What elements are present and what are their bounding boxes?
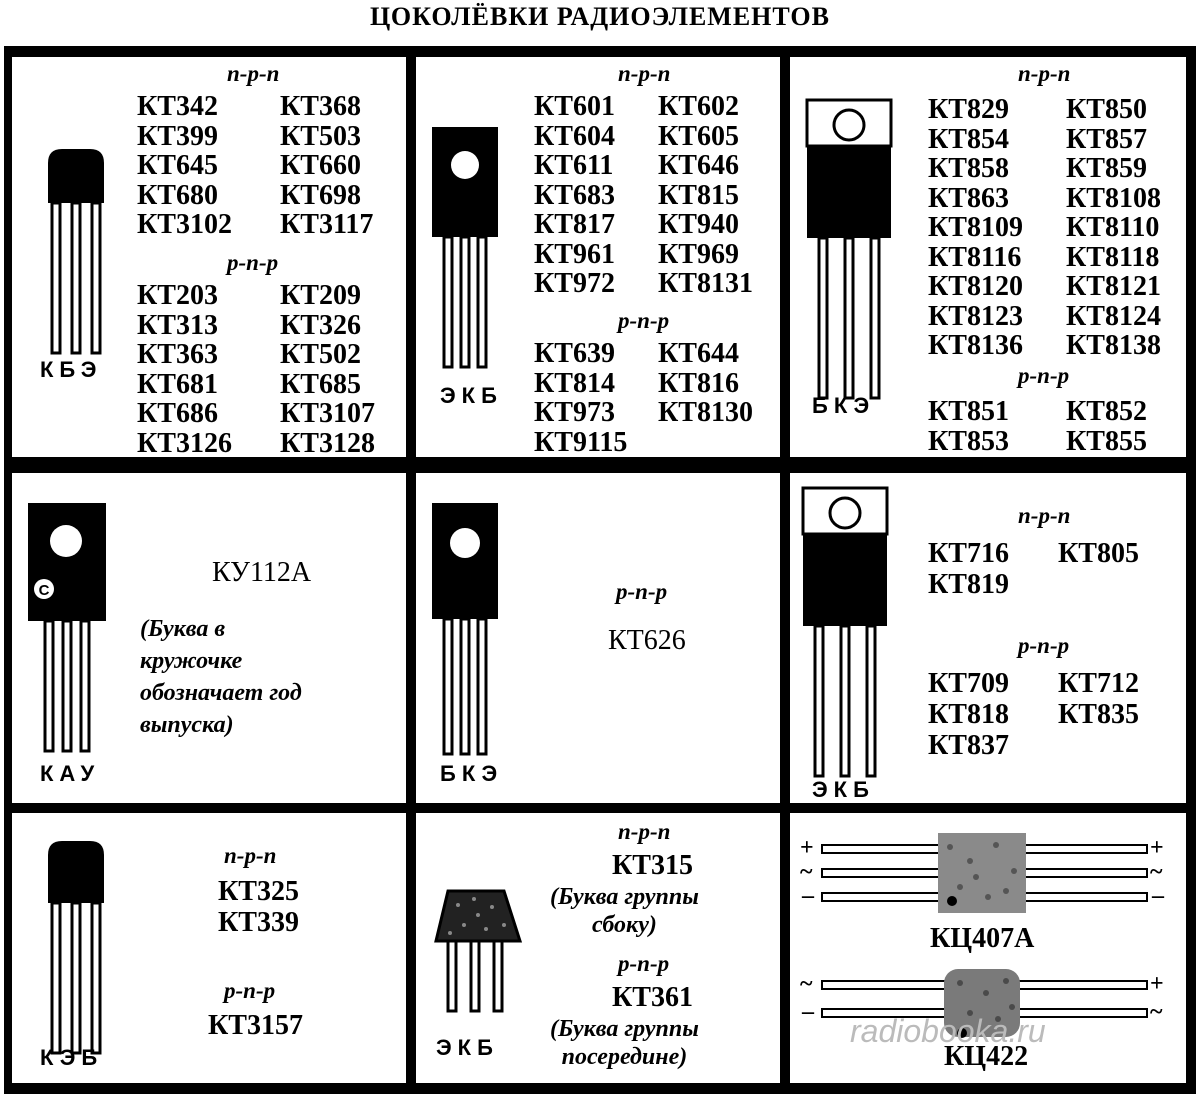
part-number: КТ853 bbox=[928, 425, 1009, 457]
part-number: КТ8131 bbox=[658, 268, 753, 299]
note-line: обозначает год bbox=[140, 680, 302, 706]
part-number: КТ611 bbox=[534, 150, 614, 181]
to126-transistor-icon bbox=[430, 501, 510, 761]
pin-labels: КАУ bbox=[40, 761, 101, 786]
part-number: КТ399 bbox=[137, 120, 218, 152]
part-number: КТ8136 bbox=[928, 330, 1023, 361]
pnp-heading: p-n-p bbox=[1018, 633, 1070, 658]
pnp-heading: p-n-p bbox=[224, 978, 276, 1003]
pnp-list-1 bbox=[928, 397, 1009, 456]
watermark: radiobooka.ru bbox=[850, 1013, 1046, 1049]
npn-list-1 bbox=[137, 92, 232, 240]
bridge-sign: ~ bbox=[1150, 859, 1163, 885]
part-number: КТ686 bbox=[137, 398, 218, 429]
part-number: КТ3126 bbox=[137, 427, 232, 457]
part-number: КТ660 bbox=[280, 150, 361, 181]
part-number: КУ112А bbox=[212, 557, 312, 588]
part-number: КТ626 bbox=[608, 625, 686, 656]
cell-to92-kbe bbox=[12, 57, 406, 457]
part-number: КТ683 bbox=[534, 179, 615, 211]
pinout-table bbox=[4, 46, 1196, 1094]
npn-list-2 bbox=[658, 92, 753, 299]
cell-to126-ekb bbox=[416, 57, 780, 457]
part-number: КТ605 bbox=[658, 120, 739, 152]
part-number: КТ852 bbox=[1066, 396, 1147, 427]
bridge-sign: – bbox=[802, 999, 814, 1025]
bridge-kc407a-icon bbox=[800, 827, 1180, 927]
part-number: КТ681 bbox=[137, 368, 218, 400]
part-number: КТ685 bbox=[280, 368, 361, 400]
note-line: выпуска) bbox=[140, 712, 234, 738]
part-number: КТ502 bbox=[280, 339, 361, 370]
part-number: КТ819 bbox=[928, 569, 1009, 600]
part-number: КТ8130 bbox=[658, 397, 753, 428]
part-number: КТ645 bbox=[137, 150, 218, 181]
part-number: КТ8138 bbox=[1066, 330, 1161, 361]
part-number: КТ203 bbox=[137, 280, 218, 311]
pnp-list-2 bbox=[1066, 397, 1147, 456]
bridge-sign: ~ bbox=[800, 859, 813, 885]
part-number: КТ8118 bbox=[1066, 241, 1160, 273]
pnp-heading: p-n-p bbox=[1018, 363, 1070, 388]
part-number: КТ814 bbox=[534, 367, 615, 399]
npn-list-1 bbox=[928, 95, 1023, 361]
part-number: КТ969 bbox=[658, 238, 739, 270]
part-number: КТ342 bbox=[137, 91, 218, 122]
part-number: КТ712 bbox=[1058, 668, 1139, 699]
part-number: КТ8120 bbox=[928, 271, 1023, 302]
to220-transistor-icon bbox=[804, 97, 904, 407]
part-number: КТ9115 bbox=[534, 426, 628, 457]
to220-transistor-icon bbox=[800, 485, 900, 785]
part-number: КТ8124 bbox=[1066, 300, 1161, 332]
cell-thyristor-kau bbox=[12, 473, 406, 803]
part-number: КТ805 bbox=[1058, 538, 1139, 569]
part-number: КТ8121 bbox=[1066, 271, 1161, 302]
part-number: КТ829 bbox=[928, 94, 1009, 125]
part-number: КТ339 bbox=[218, 907, 299, 938]
part-number: КТ698 bbox=[280, 179, 361, 211]
part-number: КТ855 bbox=[1066, 425, 1147, 457]
pnp-list-1 bbox=[137, 281, 232, 457]
bridge-sign: + bbox=[800, 835, 814, 861]
part-number: КТ3117 bbox=[280, 209, 374, 240]
pin-labels: ЭКБ bbox=[436, 1035, 499, 1060]
part-number: КТ818 bbox=[928, 699, 1009, 730]
part-number: КТ716 bbox=[928, 538, 1009, 569]
part-number: КТ709 bbox=[928, 668, 1009, 699]
npn-heading: n-p-n bbox=[224, 843, 277, 868]
bridge-sign: + bbox=[1150, 971, 1164, 997]
part-number: КТ361 bbox=[612, 982, 693, 1013]
part-number: КТ644 bbox=[658, 338, 739, 369]
part-number: КТ601 bbox=[534, 91, 615, 122]
npn-heading: n-p-n bbox=[1018, 61, 1071, 86]
cell-to220-bke bbox=[790, 57, 1186, 457]
part-number: КТ858 bbox=[928, 153, 1009, 184]
part-number: КТ8123 bbox=[928, 300, 1023, 332]
part-number: КТ3157 bbox=[208, 1010, 303, 1041]
part-number: КТ8109 bbox=[928, 212, 1023, 243]
bridge-sign: ~ bbox=[1150, 999, 1163, 1025]
bridge-sign: – bbox=[1152, 883, 1164, 909]
part-number: КТ817 bbox=[534, 209, 615, 240]
part-number: КТ815 bbox=[658, 179, 739, 211]
part-number: КТ3107 bbox=[280, 398, 375, 429]
pin-labels: БКЭ bbox=[440, 761, 504, 786]
pin-labels: БКЭ bbox=[812, 393, 876, 418]
kt13-transistor-icon bbox=[434, 885, 534, 1035]
cell-to220-ekb bbox=[790, 473, 1186, 803]
pnp-heading: p-n-p bbox=[227, 250, 279, 275]
part-number: КТ837 bbox=[928, 730, 1009, 761]
pin-labels: КЭБ bbox=[40, 1045, 104, 1070]
to92-transistor-icon bbox=[38, 147, 118, 367]
part-number: КТ604 bbox=[534, 120, 615, 152]
cell-diode-bridges bbox=[790, 813, 1186, 1083]
part-number: КТ8116 bbox=[928, 241, 1022, 273]
pnp-heading: p-n-p bbox=[618, 308, 670, 333]
pnp-note bbox=[550, 1015, 699, 1071]
note-line: кружочке bbox=[140, 648, 243, 674]
pin-labels: КБЭ bbox=[40, 357, 103, 382]
part-number: КТ503 bbox=[280, 120, 361, 152]
part-number: КТ315 bbox=[612, 850, 693, 881]
part-number: КТ3102 bbox=[137, 209, 232, 240]
to92-transistor-icon bbox=[38, 839, 118, 1059]
npn-list-2 bbox=[280, 92, 373, 240]
npn-heading: n-p-n bbox=[618, 61, 671, 86]
part-number: КТ972 bbox=[534, 268, 615, 299]
bridge-sign: ~ bbox=[800, 971, 813, 997]
bridge-name: КЦ422 bbox=[944, 1041, 1029, 1072]
part-number: КТ313 bbox=[137, 309, 218, 341]
thyristor-icon bbox=[26, 501, 126, 766]
part-number: КТ646 bbox=[658, 150, 739, 181]
part-number: КТ863 bbox=[928, 182, 1009, 214]
part-number: КТ940 bbox=[658, 209, 739, 240]
cell-to126-bke bbox=[416, 473, 780, 803]
pnp-list-2 bbox=[280, 281, 375, 457]
npn-heading: n-p-n bbox=[1018, 503, 1071, 528]
bridge-sign: – bbox=[802, 883, 814, 909]
part-number: КТ850 bbox=[1066, 94, 1147, 125]
npn-note bbox=[550, 883, 699, 939]
part-number: КТ325 bbox=[218, 876, 299, 907]
part-number: КТ3128 bbox=[280, 427, 375, 457]
part-number: КТ859 bbox=[1066, 153, 1147, 184]
part-number: КТ8108 bbox=[1066, 182, 1161, 214]
pin-labels: ЭКБ bbox=[812, 777, 875, 802]
pnp-list-1 bbox=[534, 339, 627, 457]
part-number: КТ209 bbox=[280, 280, 361, 311]
pnp-heading: p-n-p bbox=[618, 951, 670, 976]
pnp-list-2 bbox=[658, 339, 753, 428]
pnp-heading: p-n-p bbox=[616, 579, 668, 604]
year-badge-letter: С bbox=[38, 582, 50, 599]
to126-transistor-icon bbox=[430, 125, 510, 385]
npn-list-1 bbox=[534, 92, 615, 299]
year-note bbox=[140, 613, 302, 741]
part-number: КТ857 bbox=[1066, 123, 1147, 155]
note-line: посередине) bbox=[561, 1044, 688, 1070]
bridge-sign: + bbox=[1150, 835, 1164, 861]
part-number: КТ816 bbox=[658, 367, 739, 399]
cell-to92-keb bbox=[12, 813, 406, 1083]
note-line: (Буква группы bbox=[550, 884, 699, 910]
cell-kt13-ekb bbox=[416, 813, 780, 1083]
part-number: КТ973 bbox=[534, 397, 615, 428]
bridge-name: КЦ407А bbox=[930, 923, 1035, 954]
note-line: (Буква группы bbox=[550, 1016, 699, 1042]
npn-heading: n-p-n bbox=[618, 819, 671, 844]
npn-heading: n-p-n bbox=[227, 61, 280, 86]
part-number: КТ680 bbox=[137, 179, 218, 211]
part-number: КТ326 bbox=[280, 309, 361, 341]
pin-labels: ЭКБ bbox=[440, 383, 503, 408]
part-number: КТ639 bbox=[534, 338, 615, 369]
page-title: ЦОКОЛЁВКИ РАДИОЭЛЕМЕНТОВ bbox=[370, 2, 830, 31]
part-number: КТ368 bbox=[280, 91, 361, 122]
note-line: сбоку) bbox=[592, 912, 657, 938]
part-number: КТ961 bbox=[534, 238, 615, 270]
part-number: КТ363 bbox=[137, 339, 218, 370]
part-number: КТ602 bbox=[658, 91, 739, 122]
note-line: (Буква в bbox=[140, 616, 226, 642]
part-number: КТ8110 bbox=[1066, 212, 1160, 243]
part-number: КТ854 bbox=[928, 123, 1009, 155]
part-number: КТ835 bbox=[1058, 699, 1139, 730]
part-number: КТ851 bbox=[928, 396, 1009, 427]
npn-list-2 bbox=[1066, 95, 1161, 361]
